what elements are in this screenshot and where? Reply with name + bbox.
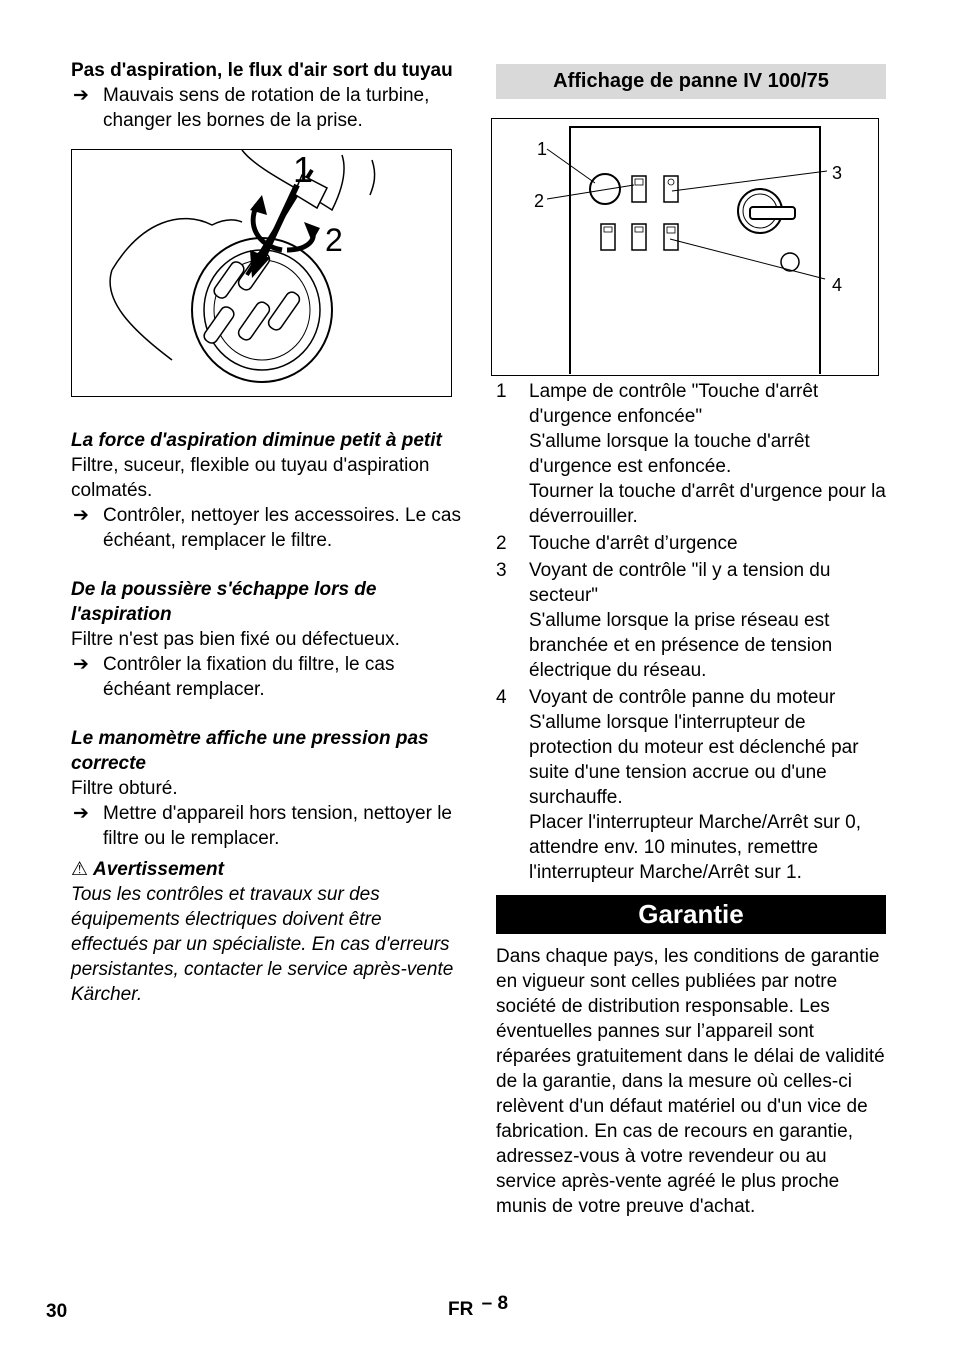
cause-text: Filtre obturé. — [71, 778, 178, 799]
section-title-manometer: Le manomètre affiche une pression pas correcte — [71, 728, 429, 774]
warning-triangle-icon: ⚠ — [71, 859, 89, 880]
garantie-text: Dans chaque pays, les conditions de garantie en vigueur sont celles publiées par notre société de distribution responsable. Les éventuelles pannes sur l’appareil sont réparées gratuitement dans le délai de validité de la garantie, dans la mesure où celles-ci relèvent d'un défaut matériel ou d'un vice de fabrication. En cas de recours en garantie, adressez-vous à votre revendeur ou au service après-vente agréé le plus proche munis de votre preuve d'achat. — [496, 946, 885, 1217]
section-title-suction-decreases: La force d'aspiration diminue petit à petit — [71, 430, 442, 451]
legend-note: S'allume lorsque la prise réseau est branchée et en présence de tension électrique du réseau. — [529, 610, 833, 681]
control-panel-figure — [491, 118, 879, 376]
plug-illustration — [72, 150, 450, 395]
section-title-garantie: Garantie — [496, 895, 886, 934]
left-column — [71, 58, 461, 1007]
control-panel-illustration — [492, 119, 877, 374]
section-title-no-suction: Pas d'aspiration, le flux d'air sort du tuyau — [71, 60, 453, 81]
figure-label-2: 2 — [325, 222, 343, 258]
legend-item: 2 Touche d'arrêt d’urgence — [496, 533, 738, 554]
figure-label-3: 3 — [832, 163, 843, 183]
right-column — [496, 58, 888, 1219]
cause-text: Filtre n'est pas bien fixé ou défectueux. — [71, 629, 400, 650]
remedy-item: ➔ Contrôler, nettoyer les accessoires. Le cas échéant, remplacer le filtre. — [73, 505, 462, 551]
cause-text: Filtre, suceur, flexible ou tuyau d'aspiration colmatés. — [71, 455, 430, 501]
legend-list — [496, 379, 888, 885]
right-arrow-icon: ➔ — [73, 654, 89, 675]
remedy-item: ➔ Mauvais sens de rotation de la turbine, changer les bornes de la prise. — [73, 85, 430, 131]
legend-item: 1 Lampe de contrôle "Touche d'arrêt d'urgence enfoncée" — [496, 381, 819, 427]
footer-language: FR – 8 — [448, 1293, 509, 1320]
section-title-dust-escapes: De la poussière s'échappe lors de l'aspiration — [71, 579, 377, 625]
warning-text: Tous les contrôles et travaux sur des équipements électriques doivent être effectués par un spécialiste. En cas d'erreurs persistantes, contacter le service après-vente Kärcher. — [71, 884, 454, 1005]
legend-item: 4 Voyant de contrôle panne du moteur — [496, 687, 836, 708]
figure-label-2: 2 — [534, 191, 545, 211]
right-arrow-icon: ➔ — [73, 85, 89, 106]
legend-note: Placer l'interrupteur Marche/Arrêt sur 0, attendre env. 10 minutes, remettre l'interrupteur Marche/Arrêt sur 1. — [529, 812, 862, 883]
warning-heading: ⚠ Avertissement — [71, 859, 224, 880]
sub-page-number: – 8 — [481, 1293, 509, 1314]
legend-note: S'allume lorsque l'interrupteur de protection du moteur est déclenché par suite d'une tension accrue ou d'une surchauffe. — [529, 712, 859, 808]
legend-note: S'allume lorsque la touche d'arrêt d'urgence est enfoncée. — [529, 431, 810, 477]
plug-rotation-figure — [71, 149, 452, 397]
remedy-item: ➔ Contrôler la fixation du filtre, le cas échéant remplacer. — [73, 654, 395, 700]
legend-note: Tourner la touche d'arrêt d'urgence pour la déverrouiller. — [529, 481, 886, 527]
figure-label-1: 1 — [537, 139, 548, 159]
figure-label-4: 4 — [832, 275, 843, 295]
figure-label-1: 1 — [293, 149, 314, 190]
remedy-item: ➔ Mettre d'appareil hors tension, nettoyer le filtre ou le remplacer. — [73, 803, 452, 849]
legend-item: 3 Voyant de contrôle "il y a tension du secteur" — [496, 560, 831, 606]
right-arrow-icon: ➔ — [73, 505, 89, 526]
page-number: 30 — [46, 1301, 68, 1322]
section-title-fault-display: Affichage de panne IV 100/75 — [496, 64, 886, 99]
right-arrow-icon: ➔ — [73, 803, 89, 824]
